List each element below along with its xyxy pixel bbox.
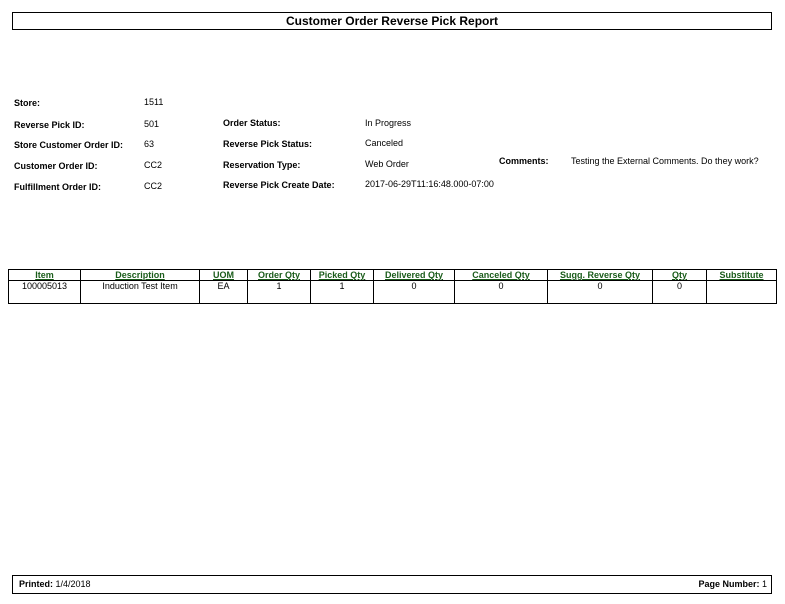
printed-value: 1/4/2018 [55, 579, 91, 589]
col-header-picked-qty: Picked Qty [311, 270, 374, 281]
col-header-delivered-qty: Delivered Qty [374, 270, 455, 281]
table-row [9, 281, 777, 304]
report-title: Customer Order Reverse Pick Report [12, 12, 772, 30]
reverse-pick-create-date-value: 2017-06-29T11:16:48.000-07:00 [365, 179, 494, 189]
order-status-value: In Progress [365, 118, 412, 128]
items-table [8, 269, 777, 304]
col-header-item: Item [9, 270, 81, 281]
col-header-canceled-qty: Canceled Qty [455, 270, 548, 281]
reverse-pick-status-label: Reverse Pick Status: [223, 139, 313, 149]
reservation-type-value: Web Order [365, 159, 409, 169]
fulfillment-order-id-label: Fulfillment Order ID: [14, 182, 102, 192]
store-customer-order-id-value: 63 [144, 139, 155, 149]
cell-uom: EA [200, 281, 248, 304]
comments-value: Testing the External Comments. Do they work? [571, 156, 759, 166]
reverse-pick-id-value: 501 [144, 119, 160, 129]
customer-order-id-label: Customer Order ID: [14, 161, 98, 171]
printed-date [19, 579, 91, 589]
cell-order-qty: 1 [248, 281, 311, 304]
reverse-pick-id-label: Reverse Pick ID: [14, 120, 85, 130]
store-label: Store: [14, 98, 41, 108]
page-number-value: 1 [761, 579, 767, 589]
reverse-pick-status-value: Canceled [365, 138, 404, 148]
cell-substitute [707, 281, 777, 304]
col-header-order-qty: Order Qty [248, 270, 311, 281]
page-number-label: Page Number: [698, 579, 760, 589]
comments-label: Comments: [499, 156, 549, 166]
report-footer [12, 575, 772, 594]
cell-delivered-qty: 0 [374, 281, 455, 304]
col-header-substitute: Substitute [707, 270, 777, 281]
cell-canceled-qty: 0 [455, 281, 548, 304]
cell-item: 100005013 [9, 281, 81, 304]
store-customer-order-id-label: Store Customer Order ID: [14, 140, 124, 150]
col-header-uom: UOM [200, 270, 248, 281]
fulfillment-order-id-value: CC2 [144, 181, 163, 191]
table-header-row [9, 270, 777, 281]
page-number [698, 579, 767, 589]
col-header-sugg-reverse-qty: Sugg. Reverse Qty [548, 270, 653, 281]
col-header-description: Description [81, 270, 200, 281]
reservation-type-label: Reservation Type: [223, 160, 301, 170]
cell-description: Induction Test Item [81, 281, 200, 304]
store-value: 1511 [144, 97, 164, 107]
printed-label: Printed: [19, 579, 54, 589]
cell-qty: 0 [653, 281, 707, 304]
cell-sugg-reverse-qty: 0 [548, 281, 653, 304]
order-status-label: Order Status: [223, 118, 281, 128]
cell-picked-qty: 1 [311, 281, 374, 304]
reverse-pick-create-date-label: Reverse Pick Create Date: [223, 180, 335, 190]
col-header-qty: Qty [653, 270, 707, 281]
customer-order-id-value: CC2 [144, 160, 163, 170]
